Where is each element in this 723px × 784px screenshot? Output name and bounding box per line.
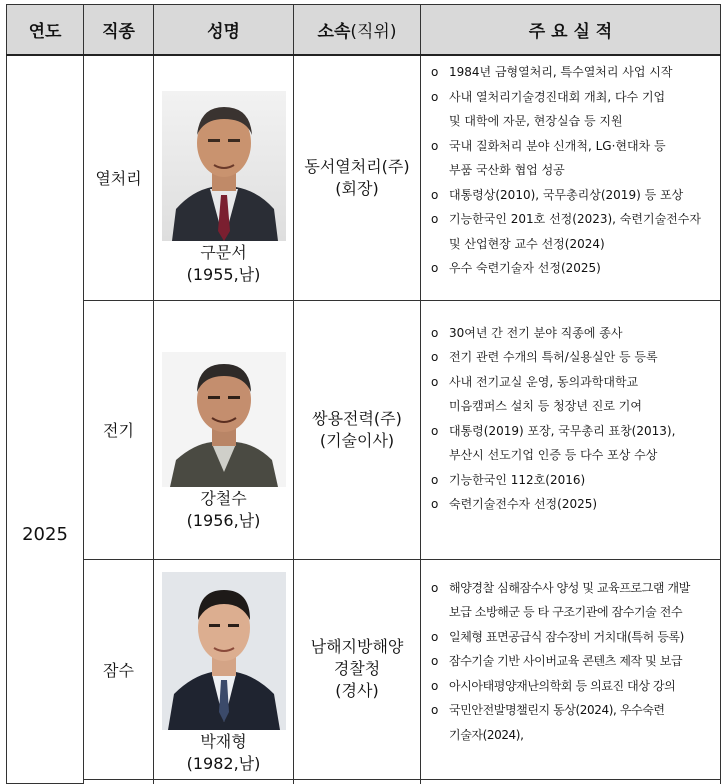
achievement-item — [427, 625, 714, 650]
awards-table — [6, 4, 721, 784]
header-year: 연도 — [7, 5, 84, 56]
field-cell: 열처리 — [84, 55, 154, 300]
org-position: (경사) — [335, 681, 379, 700]
achievement-text: o 우수 숙련기술자 선정(2025) — [449, 261, 601, 275]
person-cell — [154, 55, 294, 300]
table-row-continuation — [7, 779, 721, 784]
continuation-cell — [84, 779, 154, 784]
org-position: (기술이사) — [319, 430, 395, 450]
achievements-cell — [421, 300, 721, 559]
org-cell — [294, 300, 421, 559]
achievement-text: 및 산업현장 교수 선정(2024) — [449, 236, 605, 251]
continuation-cell — [421, 779, 721, 784]
year-cell: 2025 — [7, 55, 84, 784]
achievement-text: 기술자(2024), — [449, 727, 524, 742]
continuation-cell — [154, 779, 294, 784]
achievement-text: o 사내 전기교실 운영, 동의과학대학교 — [449, 374, 639, 389]
achievement-item — [427, 576, 714, 625]
achievement-text: o 국민안전발명챌린지 동상(2024), 우수숙련 — [449, 703, 665, 717]
achievements-list — [427, 60, 714, 281]
achievement-item — [427, 321, 714, 346]
achievement-text: o 기능한국인 201호 선정(2023), 숙련기술전수자 — [449, 212, 701, 226]
achievements-cell — [421, 559, 721, 779]
achievement-item — [427, 134, 714, 183]
field-cell: 전기 — [84, 300, 154, 559]
achievement-text: o 대통령(2019) 포장, 국무총리 표창(2013), — [449, 423, 676, 438]
achievement-item — [427, 698, 714, 747]
org-name: 쌍용전력(주) — [312, 408, 402, 428]
header-name: 성명 — [154, 5, 294, 56]
person-born: (1956,남) — [186, 511, 261, 530]
achievement-text: 부품 국산화 협업 성공 — [449, 163, 565, 177]
achievement-item — [427, 85, 714, 134]
achievement-text: 보급 소방해군 등 타 구조기관에 잠수기술 전수 — [449, 605, 683, 619]
achievement-text: o 일체형 표면공급식 잠수장비 거치대(특허 등록) — [449, 629, 684, 644]
achievement-item — [427, 468, 714, 493]
achievement-text: o 아시아태평양재난의학회 등 의료진 대상 강의 — [449, 678, 676, 693]
achievement-item — [427, 60, 714, 85]
achievement-text: 부산시 선도기업 인증 등 다수 포상 수상 — [449, 448, 658, 462]
header-org — [294, 5, 421, 56]
person-name: 강철수 — [200, 489, 247, 508]
achievement-text: o 해양경찰 심해잠수사 양성 및 교육프로그램 개발 — [449, 580, 690, 595]
person-born: (1982,남) — [186, 754, 261, 773]
achievement-item — [427, 256, 714, 281]
portrait-photo — [162, 352, 286, 487]
achievement-text: o 대통령상(2010), 국무총리상(2019) 등 포상 — [449, 187, 684, 202]
achievement-text: o 잠수기술 기반 사이버교육 콘텐츠 제작 및 보급 — [449, 654, 683, 668]
achievement-text: o 숙련기술전수자 선정(2025) — [449, 497, 598, 511]
header-org-main: 소속 — [317, 22, 351, 42]
achievement-item — [427, 207, 714, 256]
header-field: 직종 — [84, 5, 154, 56]
achievement-item — [427, 345, 714, 370]
portrait-photo — [162, 91, 286, 241]
achievement-item — [427, 492, 714, 517]
achievement-item — [427, 370, 714, 419]
achievements-list — [427, 321, 714, 517]
achievement-text: o 전기 관련 수개의 특허/실용실안 등 등록 — [449, 350, 658, 364]
achievement-text: o 30여년 간 전기 분야 직종에 종사 — [449, 325, 623, 340]
org-name-line-2: 경찰청 — [333, 659, 381, 678]
table-row — [7, 55, 721, 300]
person-cell — [154, 300, 294, 559]
header-achievements: 주 요 실 적 — [421, 5, 721, 56]
achievement-text: o 1984년 금형열처리, 특수열처리 사업 시작 — [449, 65, 673, 79]
table-row — [7, 559, 721, 779]
achievement-item — [427, 183, 714, 208]
header-row — [7, 5, 721, 56]
person-name: 박재형 — [200, 732, 247, 751]
org-name: 동서열처리(주) — [304, 156, 410, 176]
achievement-text: o 국내 질화처리 분야 신개척, LG·현대차 등 — [449, 138, 666, 153]
org-position: (회장) — [335, 178, 379, 198]
achievement-text: 미음캠퍼스 설치 등 청장년 진로 기여 — [449, 399, 642, 413]
achievement-text: o 기능한국인 112호(2016) — [449, 472, 586, 487]
achievement-text: 및 대학에 자문, 현장실습 등 지원 — [449, 114, 623, 128]
achievements-cell — [421, 55, 721, 300]
achievement-item — [427, 419, 714, 468]
header-org-sub: (직위) — [350, 22, 397, 42]
org-cell — [294, 559, 421, 779]
person-cell — [154, 559, 294, 779]
achievement-text: o 사내 열처리기술경진대회 개최, 다수 기업 — [449, 89, 666, 104]
achievement-item — [427, 649, 714, 674]
table-row — [7, 300, 721, 559]
portrait-photo — [162, 572, 286, 730]
org-name-line-1: 남해지방해양 — [310, 637, 404, 656]
achievements-list — [427, 576, 714, 748]
continuation-cell — [294, 779, 421, 784]
field-cell: 잠수 — [84, 559, 154, 779]
achievement-item — [427, 674, 714, 699]
org-cell — [294, 55, 421, 300]
person-name: 구문서 — [200, 242, 247, 262]
person-born: (1955,남) — [186, 264, 261, 284]
